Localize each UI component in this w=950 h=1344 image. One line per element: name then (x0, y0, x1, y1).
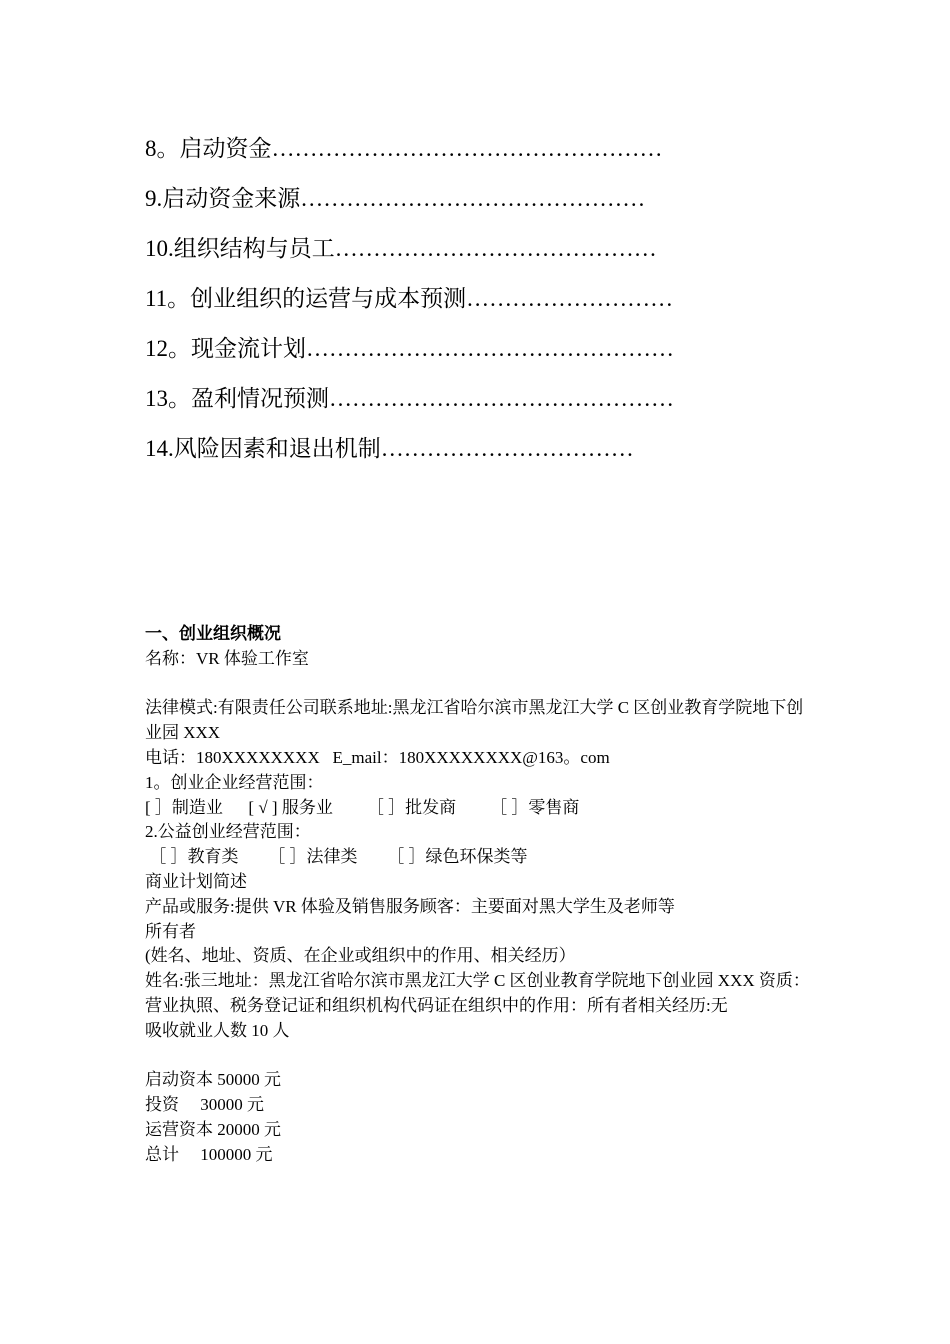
employment-count: 吸收就业人数 10 人 (145, 1020, 290, 1040)
operating-capital: 运营资本 20000 元 (145, 1119, 281, 1139)
blank-line (145, 672, 815, 697)
legal-and-address: 法律模式:有限责任公司联系地址:黑龙江省哈尔滨市黑龙江大学 C 区创业教育学院地下创业园 XXX (145, 698, 804, 743)
toc-item-12: 12。现金流计划………………………………………… (145, 336, 674, 361)
owner-note: (姓名、地址、资质、在企业或组织中的作用、相关经历） (145, 946, 576, 966)
product-service: 产品或服务:提供 VR 体验及销售服务顾客：主要面对黑大学生及老师等 (145, 896, 675, 916)
blank-line (145, 1044, 815, 1069)
total: 总计 100000 元 (145, 1144, 273, 1164)
toc-item-14: 14.风险因素和退出机制…………………………… (145, 436, 634, 461)
toc-item-9: 9.启动资金来源……………………………………… (145, 186, 646, 211)
public-scope-title: 2.公益创业经营范围： (145, 822, 311, 842)
business-scope-title: 1。创业企业经营范围： (145, 772, 324, 792)
section-heading: 一、创业组织概况 (145, 624, 281, 643)
owner-label: 所有者 (145, 921, 196, 941)
section-body (145, 622, 815, 1168)
plan-summary-label: 商业计划简述 (145, 871, 247, 891)
owner-detail: 姓名:张三地址：黑龙江省哈尔滨市黑龙江大学 C 区创业教育学院地下创业园 XXX 资质：营业执照、税务登记证和组织机构代码证在组织中的作用：所有者相关经历:无 (145, 971, 810, 1015)
org-name: 名称：VR 体验工作室 (145, 648, 309, 668)
toc-item-10: 10.组织结构与员工…………………………………… (145, 236, 657, 261)
public-scope-options: ［ ］教育类 ［ ］法律类 ［ ］绿色环保类等 (145, 847, 528, 867)
business-scope-options: [ ］制造业 [ √ ] 服务业 ［ ］批发商 ［ ］零售商 (145, 797, 580, 817)
toc-item-13: 13。盈利情况预测……………………………………… (145, 386, 674, 411)
toc-item-8: 8。启动资金…………………………………………… (145, 136, 663, 161)
table-of-contents (145, 130, 845, 480)
contact-info: 电话：180XXXXXXXX E_mail：180XXXXXXXX@163。com (145, 747, 610, 767)
toc-item-11: 11。创业组织的运营与成本预测……………………… (145, 286, 674, 311)
startup-capital: 启动资本 50000 元 (145, 1070, 281, 1090)
investment: 投资 30000 元 (145, 1095, 264, 1115)
